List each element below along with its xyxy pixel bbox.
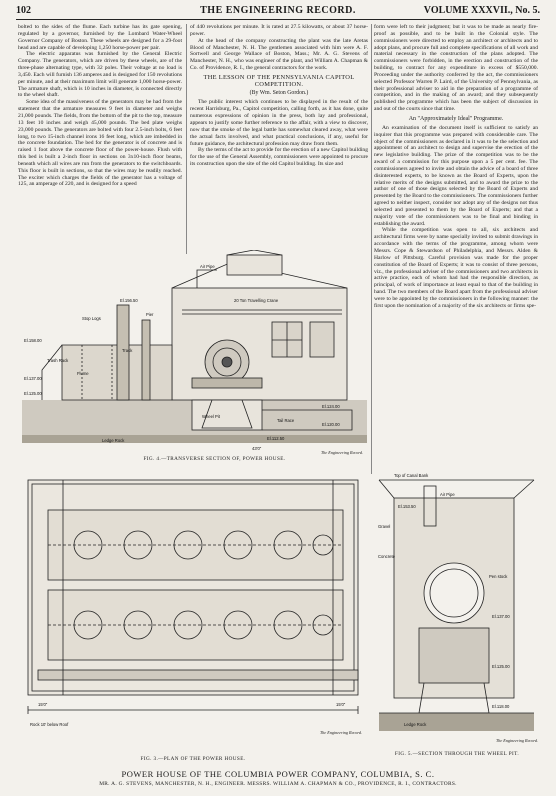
- page-number: 102: [16, 5, 31, 16]
- figure-wheel-pit-section: [374, 468, 540, 766]
- label-tail-race: Tail Race: [277, 418, 295, 423]
- label-dimension: 15'0": [336, 702, 346, 707]
- label-air-pipe: Air Pipe: [200, 264, 215, 269]
- figure-credit: The Engineering Record.: [320, 450, 363, 455]
- figure-plan: [18, 470, 368, 766]
- label-dimension: 15'0": [38, 702, 48, 707]
- label-gravel: Gravel: [378, 524, 391, 529]
- paragraph: The electric apparatus was furnished by the General Electric Company. The generators, which are driven by these wheels, are of the three-phase alternating type, with 32 poles. Their voltage at no load is 3,450. Each will furnish 136 amperes and is designed for 150 revolutions per minute, and at their maximum limit will generate 1,000 horse-power. The armature shaft, which is 10 inches in diameter, is connected directly to the wheel shaft.: [18, 51, 182, 99]
- label-ledge-rock: Ledge Rock: [102, 438, 125, 443]
- label-air-pipe: Air Pipe: [440, 492, 455, 497]
- label-travelling-crane: 20 Ton Travelling Crane: [234, 298, 279, 303]
- figure-caption: FIG. 3.—PLAN OF THE POWER HOUSE.: [140, 756, 246, 762]
- label-elevation: El.118.00: [492, 704, 510, 709]
- label-dimension: 43'0": [252, 446, 262, 451]
- figure-caption: FIG. 5.—SECTION THROUGH THE WHEEL PIT.: [394, 751, 520, 757]
- paragraph: form were left to their judgment; but it was to be made as nearly fire-proof as possible, and to be built in the Colonial style. The commissioners were directed to employ an architect or architects and to adopt plans, and procure full and complete specifications of all work and material necessary in the construction of the plans adopted. The commissioners were forbidden, in the erection and construction of the building, to contract for any expenditure in excess of $550,000. Proceeding under the authority conferred by the act, the commissioners selected Professor Warren P. Laird, of the University of Pennsylvania, as their professional adviser to aid in the preparation of a programme of competition, and in the making of an award; and they subsequently published the programme which has been the subject of discussion in and out of the courts since that time.: [374, 24, 538, 113]
- plate-subtitle: MR. A. G. STEVENS, MANCHESTER, N. H., ENGINEER. MESSRS. WILLIAM A. CHAPMAN & CO., PROVIDENCE, R. I., CONTRACTORS.: [99, 781, 457, 787]
- subheading: An "Approximately Ideal" Programme.: [408, 115, 504, 122]
- label-elevation: El.120.00: [322, 422, 340, 427]
- wheel-pit-drawing: [374, 468, 540, 748]
- label-rock-note: Rock 10' below Roof: [30, 722, 69, 727]
- label-elevation: El.112.50: [267, 436, 285, 441]
- volume-number: VOLUME XXXVII., No. 5.: [423, 5, 540, 16]
- figure-transverse-section: [22, 250, 367, 462]
- article-column-1: [18, 24, 182, 252]
- label-elevation: El.125.00: [492, 664, 510, 669]
- label-elevation: El.158.00: [24, 338, 42, 343]
- label-flume: Flume: [77, 371, 89, 376]
- byline: (By Wm. Seton Gordon.): [249, 89, 309, 96]
- paragraph: Some idea of the massiveness of the generators may be had from the statement that the armature measures 9 feet in diameter and weighs 21,000 pounds. The fields, from the bottom of the pit to the top, measure 13 feet 10 inches and weigh 45,000 pounds. The bed plate weighs 23,000 pounds. The generators are bolted with four 2.5-inch bolts, 6 feet long, to two 15-inch channel irons 16 feet long, which are imbedded in the concrete foundation. The bed for the generator is of concrete and is raised 1 foot above the concrete floor of the power-house. Flush with this bed is built a 2-inch floor in sections on 3x10-inch floor beams, beneath which all wires are run from the generators to the switchboards. This floor is built in sections, so that the wires may be readily reached. The exciter which charges the fields of the generator has a voltage of 125, an amperage of 220, and is designed for a speed: [18, 99, 182, 188]
- article-column-2: [190, 24, 368, 246]
- paragraph: By the terms of the act to provide for the erection of a new Capitol building for the use of the General Assembly, commissioners were appointed to procure its construction upon the site of the old Capitol building. Its size and: [190, 147, 368, 168]
- label-pier: Pier: [146, 312, 154, 317]
- label-elevation: El.153.50: [398, 504, 416, 509]
- article-column-3: [374, 24, 538, 467]
- header-rule: [16, 19, 540, 20]
- journal-title: THE ENGINEERING RECORD.: [200, 5, 356, 16]
- label-track: Track: [122, 348, 133, 353]
- paragraph: While the competition was open to all, six architects and architectural firms were by name specially invited to submit drawings in accordance with the terms of the programme, among whom were Messrs. Cope & Stewardson of Philadelphia, and Messrs. Alden & Harlow of Pittsburg. Careful provision was made for the proper constitution of the Board of Experts; it was to consist of three persons, viz., the professional adviser of the commissioners and two architects in active practice, each of whom had had the responsible direction, as principal, of work of importance at least equal to that of the building in hand. The two members of the Board apart from the professional adviser were to be appointed by the commissioners in the following manner: the first upon the nomination of a majority of the six architects or firms spe-: [374, 227, 538, 309]
- paragraph: An examination of the document itself is sufficient to satisfy an inquirer that this programme was prepared with considerable care. The object of the commissioners as declared in it was to be the selection and appointment of an architect to design and supervise the erection of the new legislative building. The prize of the competition was to be the award of a commission for this purpose upon a 5 per cent. fee. The commissioners agreed to invite and obtain the advice of a board of three disinterested experts, to be known as the Board of Experts, upon the relative merits of the designs submitted, and to award the prize to the author of one of those designs selected by the Board of Experts and presented by the Board to the commissioners. The commissioners further agreed to neither inspect, consider nor adopt any of the designs not thus selected and presented to them by the Board of Experts; and that a majority vote of the commissioners was to be final and binding in establishing the award.: [374, 124, 538, 227]
- label-trash-rack: Trash Rack: [47, 358, 69, 363]
- transverse-section-drawing: [22, 250, 367, 462]
- figure-credit: The Engineering Record.: [495, 738, 538, 743]
- label-ledge-rock: Ledge Rock: [404, 722, 427, 727]
- label-wheel-pit: Wheel Pit: [202, 414, 220, 419]
- column-divider: [186, 24, 187, 254]
- section-title: THE LESSON OF THE PENNSYLVANIA CAPITOL COMPETITION.: [203, 73, 355, 88]
- paragraph: bolted to the sides of the flume. Each turbine has its gate opening, regulated by a governor, furnished by the Lombard Water-Wheel Governor Company of Boston. These wheels are designed for a 29-foot head and are capable of developing 1,250 horse-power per pair.: [18, 24, 182, 51]
- label-concrete: Concrete: [378, 554, 395, 559]
- plate-title: POWER HOUSE OF THE COLUMBIA POWER COMPANY, COLUMBIA, S. C.: [121, 769, 435, 779]
- label-elevation: El.124.00: [322, 404, 340, 409]
- label-elevation: El.156.50: [120, 298, 138, 303]
- paragraph: The public interest which continues to be displayed in the result of the recent Harrisburg, Pa., Capitol competition, calling forth, as it has done, quite numerous expressions of opinion in the press, both lay and professional, appears to justify some further reference to the affair, with a view to discover, now that the smoke of the legal battle has somewhat cleared away, what were the actual facts involved, and what practical conclusions, if any, useful for future guidance, the architectural profession may draw from them.: [190, 99, 368, 147]
- label-elevation: El.137.00: [492, 614, 510, 619]
- label-penstock: Pen stock: [489, 574, 508, 579]
- paragraph: of 440 revolutions per minute. It is rated at 27.5 kilowatts, or about 37 horse-power.: [190, 24, 368, 37]
- paragraph: At the head of the company constructing the plant was the late Aretas Blood of Manchester, N. H. The gentlemen associated with him were A. F. Sortwell and George Wallace of Boston, Mass.; Mr. A. G. Stevens of Manchester, N. H., who was engineer of the plant, and William A. Chapman & Co. of Providence, R. I., the general contractors for the work.: [190, 37, 368, 72]
- column-divider: [371, 24, 372, 474]
- label-elevation: El.125.00: [24, 391, 42, 396]
- plan-drawing: [18, 470, 368, 750]
- label-top-canal-bank: Top of Canal Bank: [394, 473, 429, 478]
- label-elevation: El.137.00: [24, 376, 42, 381]
- label-stop-logs: Stop Logs: [82, 316, 101, 321]
- figure-credit: The Engineering Record.: [319, 730, 362, 735]
- page-header: [16, 5, 540, 19]
- figure-caption: FIG. 4.—TRANSVERSE SECTION OF, POWER HOUSE.: [143, 456, 286, 462]
